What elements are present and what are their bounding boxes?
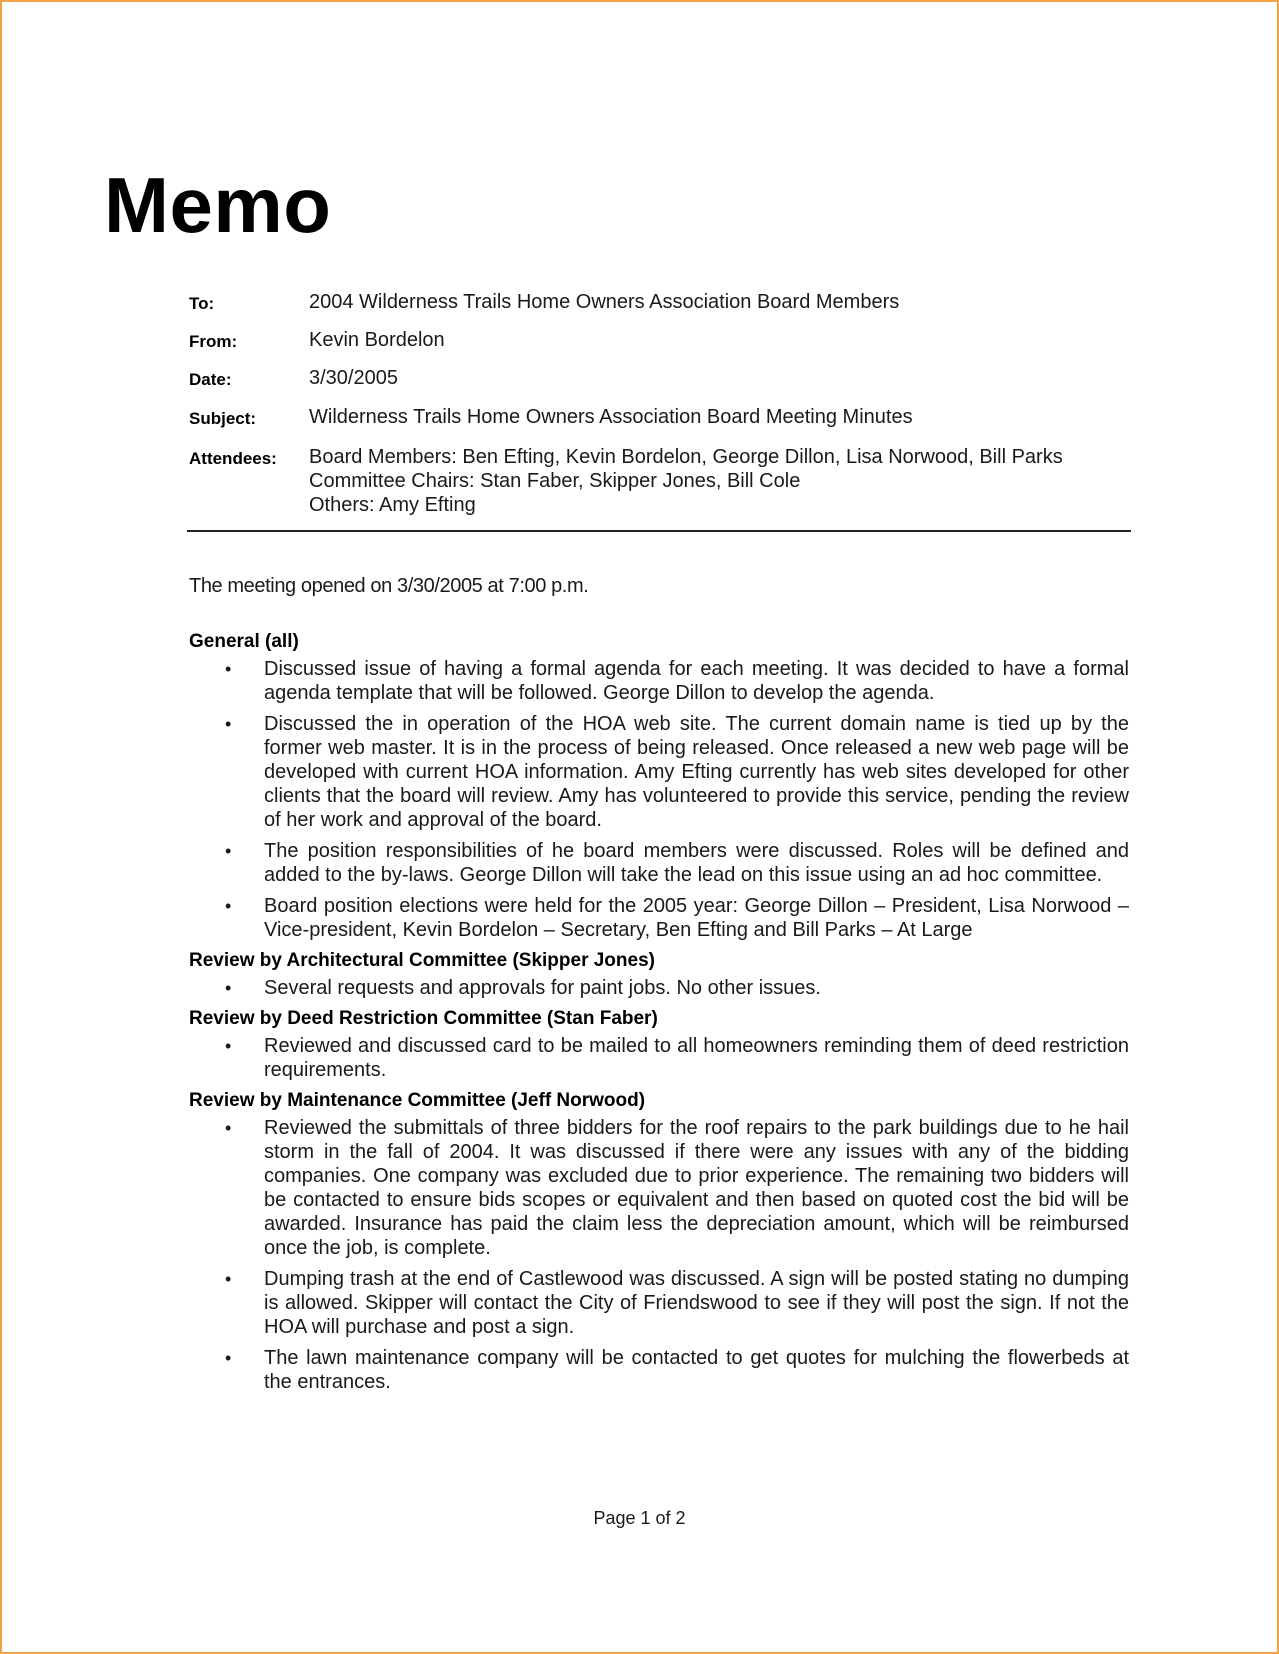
header-row-subject: [189, 405, 1131, 445]
minutes-body: [189, 630, 1129, 1401]
bullet-icon: •: [225, 1036, 232, 1056]
bullet-icon: •: [225, 896, 232, 916]
subject-value: Wilderness Trails Home Owners Association Board Meeting Minutes: [309, 406, 913, 428]
header-divider: [187, 530, 1131, 532]
page-number: Page 1 of 2: [593, 1508, 686, 1528]
list-item: • Discussed the in operation of the HOA web site. The current domain name is tied up by the former web master. It is in the process of being released. Once released a new web page will be developed with current HOA information. Amy Efting currently has web sites developed for other clients that the board will review. Amy has volunteered to provide this service, pending the review of her work and approval of the board.: [225, 713, 1129, 831]
section-heading-general: General (all): [189, 631, 299, 652]
attendees-line: Board Members: Ben Efting, Kevin Bordelon, George Dillon, Lisa Norwood, Bill Parks: [309, 446, 1063, 468]
attendees-line: Committee Chairs: Stan Faber, Skipper Jones, Bill Cole: [309, 470, 801, 492]
attendees-line: Others: Amy Efting: [309, 494, 476, 516]
architectural-items: [189, 976, 1129, 1000]
subject-label: Subject:: [189, 409, 257, 428]
bullet-icon: •: [225, 659, 232, 679]
bullet-icon: •: [225, 1118, 232, 1138]
list-item: • Board position elections were held for the 2005 year: George Dillon – President, Lisa Norwood – Vice-president, Kevin Bordelon – Secretary, Ben Efting and Bill Parks – At Large: [225, 895, 1129, 941]
section-heading-maintenance: Review by Maintenance Committee (Jeff Norwood): [189, 1090, 646, 1111]
bullet-icon: •: [225, 841, 232, 861]
header-row-to: [189, 290, 1131, 328]
section-heading-deed-restriction: Review by Deed Restriction Committee (Stan Faber): [189, 1008, 658, 1029]
deed-restriction-items: [189, 1034, 1129, 1082]
header-row-from: [189, 328, 1131, 366]
to-value: 2004 Wilderness Trails Home Owners Association Board Members: [309, 291, 900, 313]
memo-header: [189, 290, 1131, 517]
attendees-label: Attendees:: [189, 449, 277, 468]
list-item: • Several requests and approvals for paint jobs. No other issues.: [225, 977, 821, 999]
header-row-attendees: [189, 445, 1131, 517]
section-heading-architectural: Review by Architectural Committee (Skipper Jones): [189, 950, 655, 971]
list-item: • The position responsibilities of he board members were discussed. Roles will be defined and added to the by-laws. George Dillon will take the lead on this issue using an ad hoc committee.: [225, 840, 1129, 886]
date-value: 3/30/2005: [309, 367, 398, 389]
memo-title: Memo: [104, 161, 332, 249]
attendees-value: [309, 445, 1131, 517]
meeting-opening-text: The meeting opened on 3/30/2005 at 7:00 p.m.: [189, 575, 589, 597]
list-item: • Reviewed and discussed card to be mailed to all homeowners reminding them of deed restriction requirements.: [225, 1035, 1129, 1081]
bullet-icon: •: [225, 978, 232, 998]
general-items: [189, 657, 1129, 942]
bullet-icon: •: [225, 714, 232, 734]
bullet-icon: •: [225, 1269, 232, 1289]
list-item: • Dumping trash at the end of Castlewood was discussed. A sign will be posted stating no dumping is allowed. Skipper will contact the City of Friendswood to see if they will post the sign. If not the HOA will purchase and post a sign.: [225, 1268, 1129, 1338]
list-item: • Reviewed the submittals of three bidders for the roof repairs to the park buildings due to he hail storm in the fall of 2004. It was discussed if there were any issues with any of the bidding companies. One company was excluded due to prior experience. The remaining two bidders will be contacted to ensure bids scopes or equivalent and then based on quoted cost the bid will be awarded. Insurance has paid the claim less the depreciation amount, which will be reimbursed once the job, is complete.: [225, 1117, 1129, 1259]
date-label: Date:: [189, 370, 232, 389]
from-label: From:: [189, 332, 238, 351]
maintenance-items: [189, 1116, 1129, 1394]
list-item: • Discussed issue of having a formal agenda for each meeting. It was decided to have a formal agenda template that will be followed. George Dillon to develop the agenda.: [225, 658, 1129, 704]
to-label: To:: [189, 294, 215, 313]
from-value: Kevin Bordelon: [309, 329, 445, 351]
header-row-date: [189, 366, 1131, 405]
list-item: • The lawn maintenance company will be contacted to get quotes for mulching the flowerbeds at the entrances.: [225, 1347, 1129, 1393]
bullet-icon: •: [225, 1348, 232, 1368]
